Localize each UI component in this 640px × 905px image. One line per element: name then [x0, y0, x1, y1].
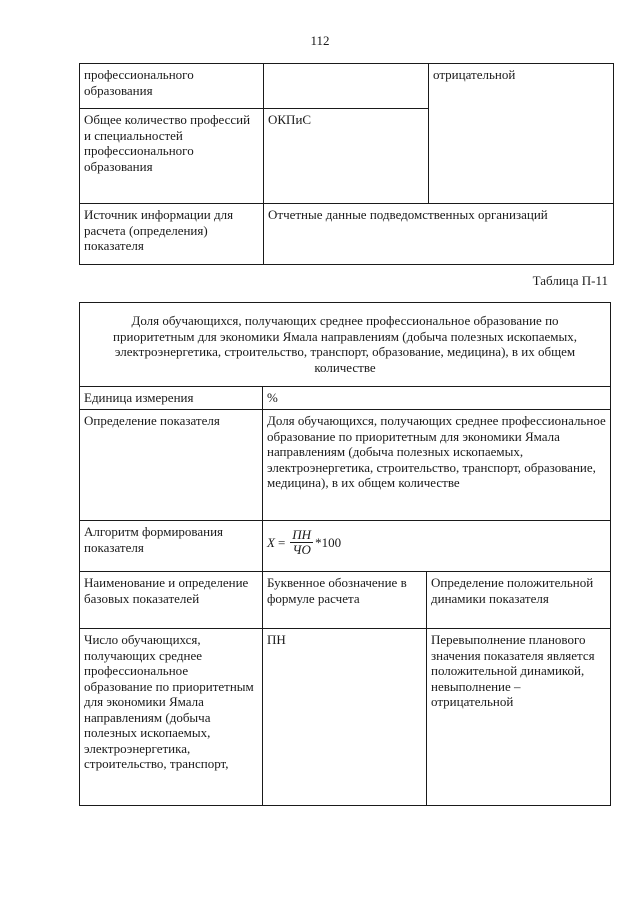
- table-cell: Единица измерения: [80, 387, 263, 410]
- table-cell: Число обучающихся, получающих среднее профессиональное образование по приоритетным для экономики Ямала направлениям (добыча полезных ископаемых, электроэнергетика, строительство, транспорт,: [80, 629, 263, 806]
- page-number: 112: [310, 33, 330, 48]
- table-cell: ПН: [263, 629, 427, 806]
- table-row: [80, 572, 611, 629]
- table-cell: Общее количество профессий и специальностей профессионального образования: [80, 109, 264, 204]
- table-caption: Таблица П-11: [532, 273, 608, 288]
- formula-numerator: ПН: [292, 527, 312, 542]
- table-cell: %: [263, 387, 611, 410]
- table-row: [80, 64, 614, 109]
- formula-fraction: [290, 528, 313, 557]
- indicator-table-continued: [79, 63, 614, 265]
- table-cell: ОКПиС: [264, 109, 429, 204]
- table-cell: профессионального образования: [80, 64, 264, 109]
- formula: [267, 524, 606, 557]
- formula-cell: [263, 521, 611, 572]
- table-row: [80, 303, 611, 387]
- table-cell: Определение показателя: [80, 410, 263, 521]
- formula-multiplier: *100: [315, 534, 342, 550]
- table-cell: Доля обучающихся, получающих среднее профессиональное образование по приоритетным для экономики Ямала направлениям (добыча полезных ископаемых, электроэнергетика, строительство, транспорт, образование, медицина), в их общем количестве: [263, 410, 611, 521]
- formula-lhs: X: [267, 534, 275, 550]
- table-title: Доля обучающихся, получающих среднее профессиональное образование по приоритетным для экономики Ямала направлениям (добыча полезных ископаемых, электроэнергетика, строительство, транспорт, образование, медицина), в их общем количестве: [80, 303, 611, 387]
- table-header-cell: Буквенное обозначение в формуле расчета: [263, 572, 427, 629]
- table-row: [80, 204, 614, 265]
- formula-equals: =: [277, 534, 286, 550]
- table-row: [80, 387, 611, 410]
- indicator-table: [79, 302, 611, 806]
- table-header-cell: Определение положительной динамики показателя: [427, 572, 611, 629]
- table-cell: Перевыполнение планового значения показателя является положительной динамикой, невыполнение – отрицательной: [427, 629, 611, 806]
- table-cell: Источник информации для расчета (определения) показателя: [80, 204, 264, 265]
- formula-denominator: ЧО: [292, 542, 311, 557]
- table-row: [80, 521, 611, 572]
- table-row: [80, 410, 611, 521]
- table-cell: [264, 64, 429, 109]
- table-cell: отрицательной: [429, 64, 614, 204]
- table-header-cell: Наименование и определение базовых показателей: [80, 572, 263, 629]
- table-cell: Алгоритм формирования показателя: [80, 521, 263, 572]
- table-row: [80, 629, 611, 806]
- table-cell: Отчетные данные подведомственных организаций: [264, 204, 614, 265]
